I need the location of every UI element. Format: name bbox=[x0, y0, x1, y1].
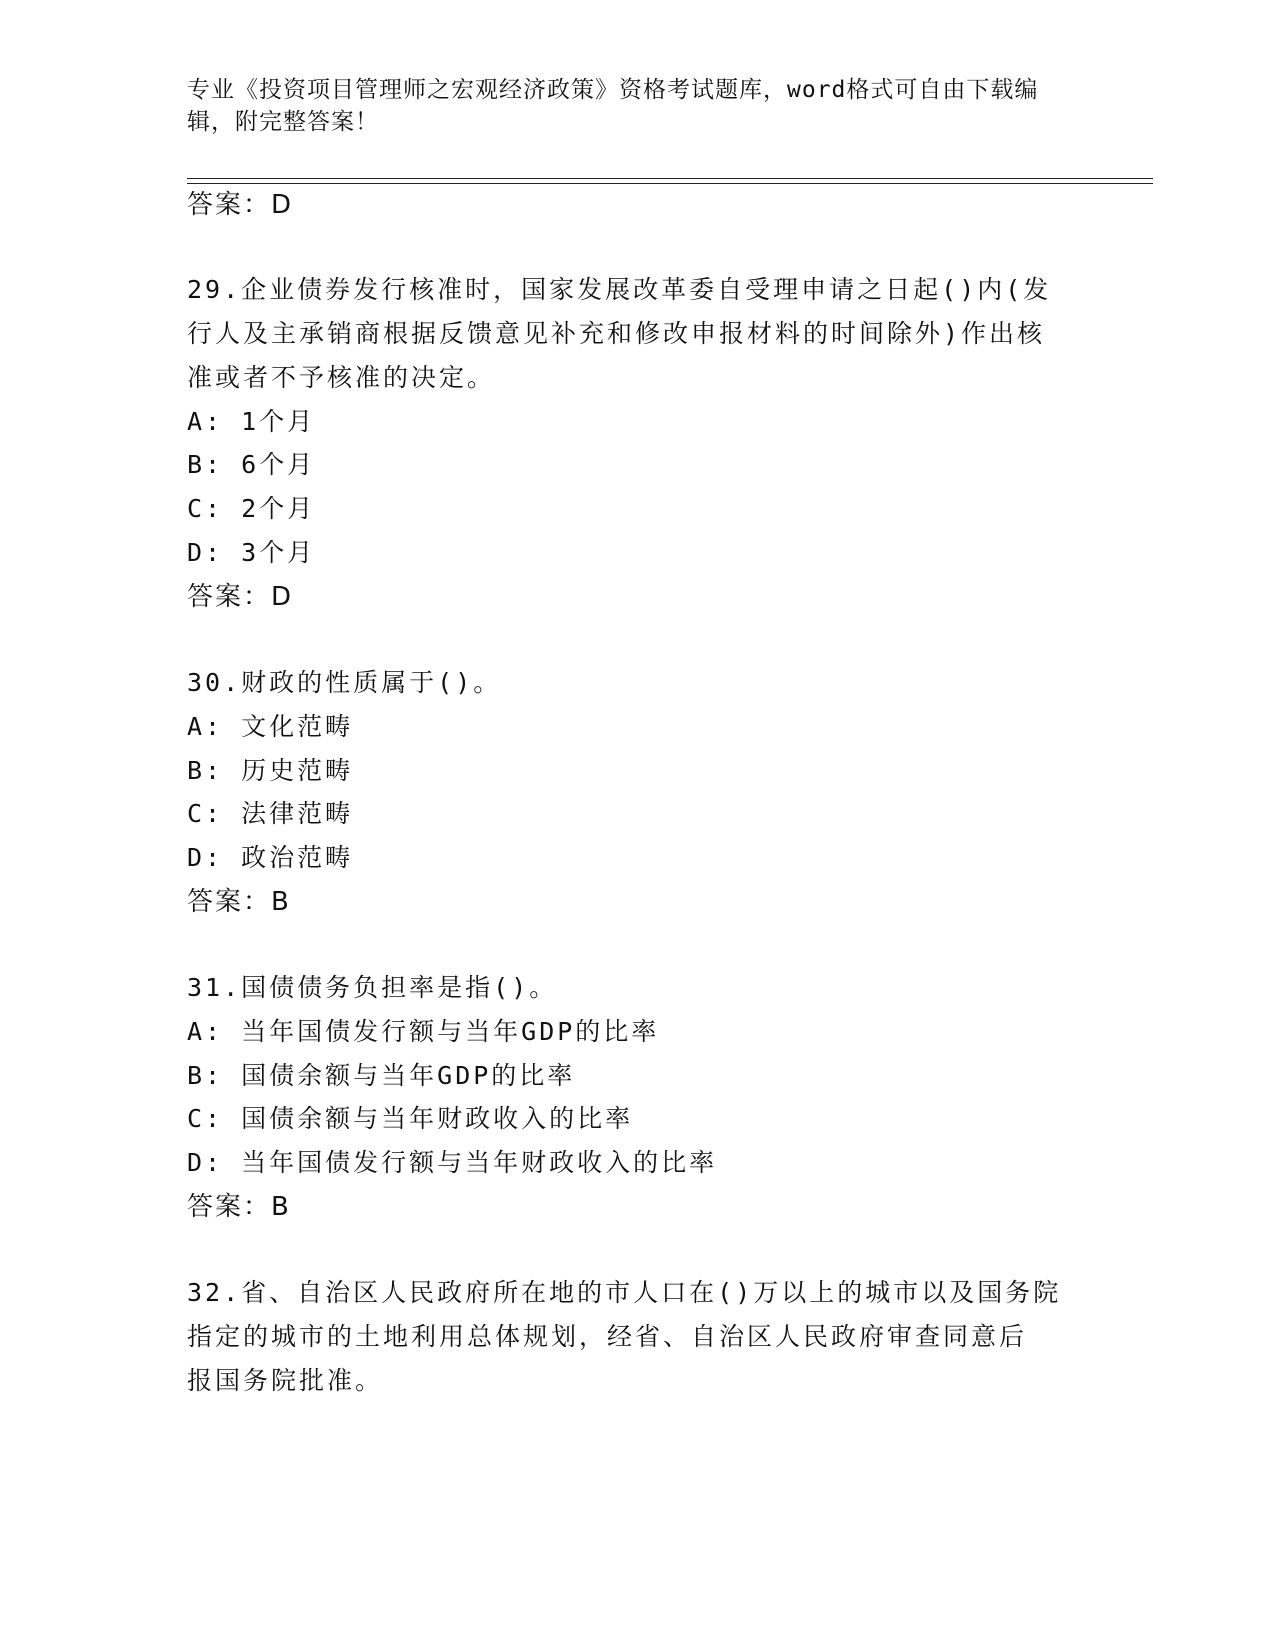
question-29-option-b: B: 6个月 bbox=[187, 450, 316, 479]
question-30-answer: 答案：B bbox=[187, 887, 291, 917]
question-31-option-a: A: 当年国债发行额与当年GDP的比率 bbox=[187, 1017, 660, 1046]
header-line-2: 辑，附完整答案！ bbox=[187, 109, 379, 135]
question-30-option-b: B: 历史范畴 bbox=[187, 756, 354, 785]
question-32-line-2: 指定的城市的土地利用总体规划，经省、自治区人民政府审查同意后 bbox=[187, 1322, 1028, 1351]
question-30-option-a: A: 文化范畴 bbox=[187, 712, 354, 741]
question-32-line-3: 报国务院批准。 bbox=[187, 1366, 384, 1395]
question-31-option-c: C: 国债余额与当年财政收入的比率 bbox=[187, 1104, 634, 1133]
question-29-answer: 答案：D bbox=[187, 582, 294, 612]
question-29-line-3: 准或者不予核准的决定。 bbox=[187, 363, 496, 392]
question-30-option-d: D: 政治范畴 bbox=[187, 843, 354, 872]
question-31-option-b: B: 国债余额与当年GDP的比率 bbox=[187, 1061, 576, 1090]
question-31-option-d: D: 当年国债发行额与当年财政收入的比率 bbox=[187, 1148, 718, 1177]
question-29-line-1: 29.企业债券发行核准时，国家发展改革委自受理申请之日起()内(发 bbox=[187, 275, 1052, 304]
question-29-option-c: C: 2个月 bbox=[187, 494, 316, 523]
header-divider-bottom bbox=[187, 183, 1153, 184]
header-divider-top bbox=[187, 178, 1153, 179]
question-29-line-2: 行人及主承销商根据反馈意见补充和修改申报材料的时间除外)作出核 bbox=[187, 319, 1046, 348]
question-29-option-a: A: 1个月 bbox=[187, 407, 316, 436]
question-30-option-c: C: 法律范畴 bbox=[187, 799, 354, 828]
header-line-1: 专业《投资项目管理师之宏观经济政策》资格考试题库，word格式可自由下载编 bbox=[187, 77, 1039, 103]
question-29-option-d: D: 3个月 bbox=[187, 538, 316, 567]
answer-previous: 答案：D bbox=[187, 190, 294, 220]
question-31-line-1: 31.国债债务负担率是指()。 bbox=[187, 973, 558, 1002]
question-30-line-1: 30.财政的性质属于()。 bbox=[187, 668, 502, 697]
question-31-answer: 答案：B bbox=[187, 1192, 291, 1222]
document-header bbox=[187, 74, 1087, 138]
question-32-line-1: 32.省、自治区人民政府所在地的市人口在()万以上的城市以及国务院 bbox=[187, 1278, 1062, 1307]
